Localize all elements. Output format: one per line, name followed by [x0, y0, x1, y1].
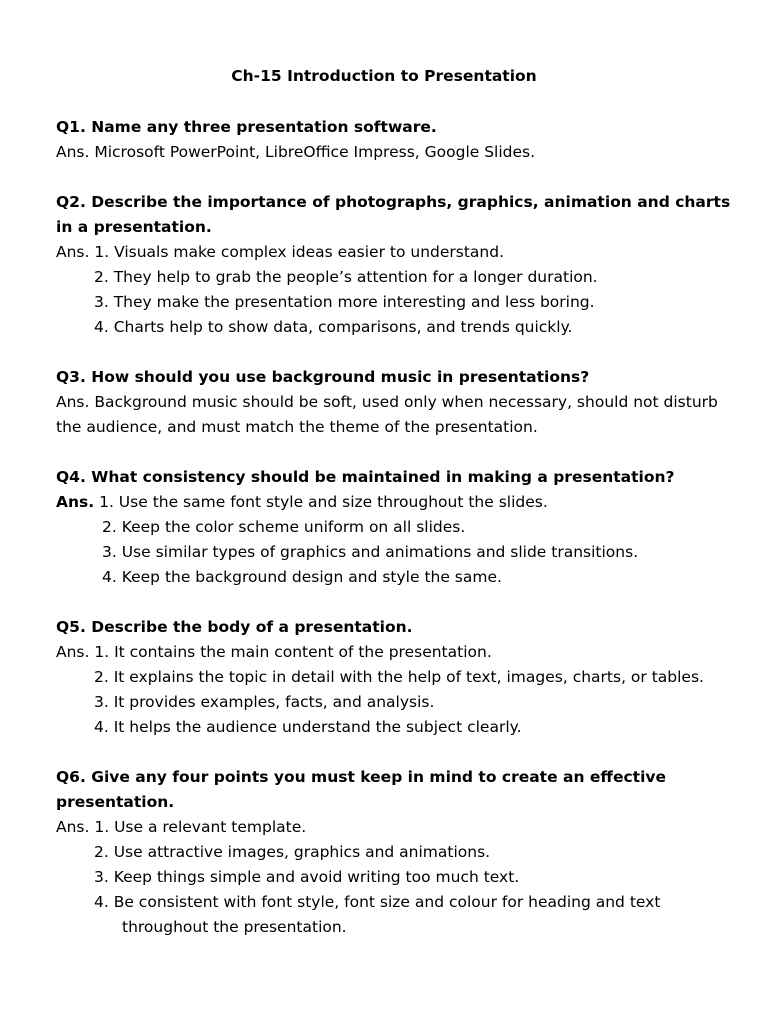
answer-2-point-1 [56, 240, 746, 265]
answer-4-point-3: 3. Use similar types of graphics and animations and slide transitions. [102, 543, 639, 561]
document-body [56, 115, 746, 965]
answer-4-point-2: 2. Keep the color scheme uniform on all slides. [102, 518, 466, 536]
qa-block-4 [56, 465, 746, 590]
answer-6-point-3: 3. Keep things simple and avoid writing too much text. [94, 868, 520, 886]
question-6: Q6. Give any four points you must keep in mind to create an effective presentation. [56, 768, 666, 811]
answer-6-point-1 [56, 815, 746, 840]
answer-3: Ans. Background music should be soft, used only when necessary, should not disturb the audience, and must match the theme of the presentation. [56, 393, 718, 436]
answer-6-point-4: 4. Be consistent with font style, font size and colour for heading and text [94, 893, 661, 911]
answer-1: Ans. Microsoft PowerPoint, LibreOffice Impress, Google Slides. [56, 143, 536, 161]
answer-4-point-1 [56, 490, 746, 515]
answer-5-point-1-text: 1. It contains the main content of the presentation. [94, 643, 492, 661]
answer-6-point-1-text: 1. Use a relevant template. [94, 818, 307, 836]
qa-block-5 [56, 615, 746, 740]
qa-block-3 [56, 365, 746, 440]
answer-2-point-2: 2. They help to grab the people’s attention for a longer duration. [94, 268, 598, 286]
answer-5-point-2: 2. It explains the topic in detail with the help of text, images, charts, or tables. [94, 668, 704, 686]
answer-5-point-4: 4. It helps the audience understand the subject clearly. [94, 718, 522, 736]
answer-4-point-1-text: 1. Use the same font style and size throughout the slides. [99, 493, 548, 511]
document-title: Ch-15 Introduction to Presentation [231, 67, 537, 85]
qa-block-6 [56, 765, 746, 940]
answer-5-prefix: Ans. [56, 643, 95, 661]
qa-block-1 [56, 115, 746, 165]
question-2: Q2. Describe the importance of photographs, graphics, animation and charts in a presentation. [56, 193, 731, 236]
qa-block-2 [56, 190, 746, 340]
answer-4-point-4: 4. Keep the background design and style the same. [102, 568, 502, 586]
answer-5-point-1 [56, 640, 746, 665]
question-3: Q3. How should you use background music in presentations? [56, 368, 590, 386]
answer-4-prefix: Ans. [56, 493, 95, 511]
answer-6-point-4-continued [56, 915, 746, 940]
answer-2-point-4: 4. Charts help to show data, comparisons, and trends quickly. [94, 318, 573, 336]
question-4: Q4. What consistency should be maintained in making a presentation? [56, 468, 675, 486]
question-1: Q1. Name any three presentation software. [56, 118, 437, 136]
answer-6-point-2: 2. Use attractive images, graphics and animations. [94, 843, 491, 861]
answer-6-point-4-continued-text: throughout the presentation. [122, 918, 347, 936]
question-5: Q5. Describe the body of a presentation. [56, 618, 413, 636]
answer-5-point-3: 3. It provides examples, facts, and analysis. [94, 693, 435, 711]
answer-2-point-3: 3. They make the presentation more interesting and less boring. [94, 293, 595, 311]
answer-6-prefix: Ans. [56, 818, 95, 836]
answer-2-prefix: Ans. [56, 243, 95, 261]
answer-2-point-1-text: 1. Visuals make complex ideas easier to understand. [94, 243, 505, 261]
